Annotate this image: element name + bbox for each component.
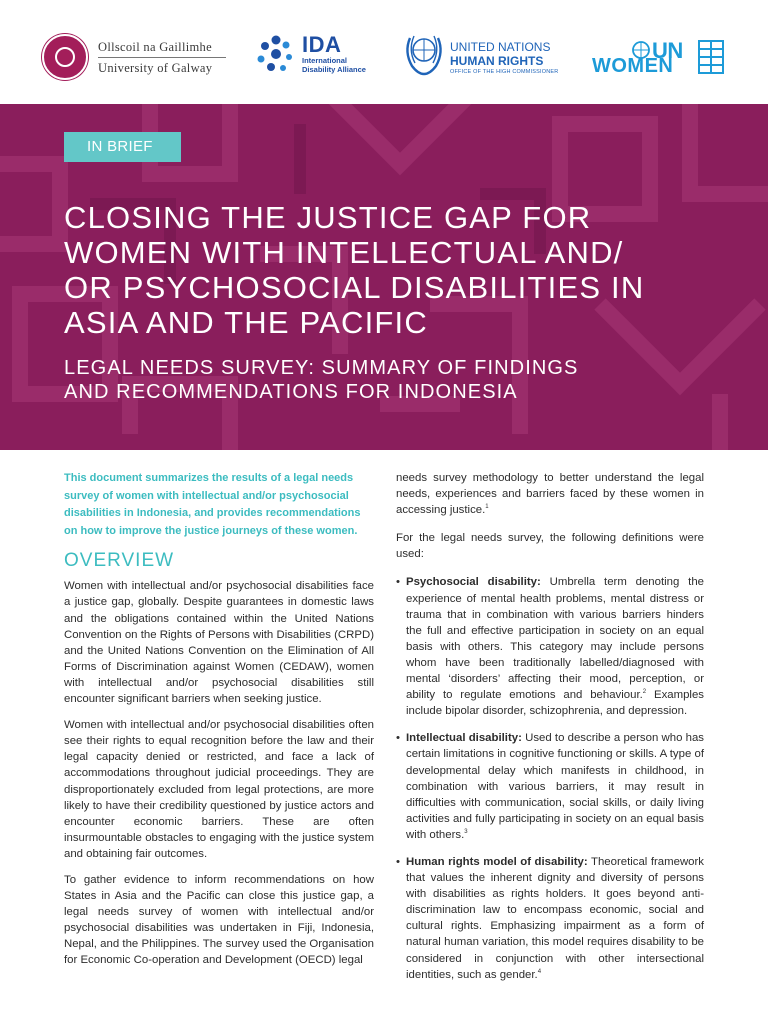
un-human-rights-logo [402,30,562,82]
unwomen-line1: UN [652,38,683,63]
overview-heading: OVERVIEW [64,550,175,572]
footnote-ref: 4 [537,968,542,975]
partner-logos-bar [0,0,768,104]
unwomen-line2: WOMEN [592,55,674,77]
un-emblem-icon [402,30,446,78]
definition-text: Used to describe a person who has certain limitations in cognitive functioning or skills. A type of developmental delay which manifests in childhood, in combination with various barriers, it may result in difficulties with communication, social skills, or daily living activities and fully participating in society on an equal basis with others. [406,732,704,841]
title-line: OR PSYCHOSOCIAL DISABILITIES IN [64,270,645,305]
definition-text: Theoretical framework that values the inherent dignity and diversity of persons with disabilities as rights holders. It goes beyond anti-discrimination law to encompass economic, social and cultural rights. Emphasizing impairment as a form of natural human variation, this model requires disability to be considered in conjunction with other intersectional identities, such as gender. [406,855,705,981]
definition-psychosocial-disability [396,574,704,719]
footnote-ref: 3 [464,829,468,836]
overview-paragraph: To gather evidence to inform recommendations on how States in Asia and the Pacific can close this justice gap, a legal needs survey of women with intellectual and/or psychosocial disabilities was undertaken in Fiji, Indonesia, Nepal, and the Philippines. The survey used the Organisation for Economic Co-operation and Development (OECD) legal [64,873,374,967]
un-women-symbol-icon [698,40,724,74]
title-line: WOMEN WITH INTELLECTUAL AND/ [64,235,624,270]
in-brief-tag: IN BRIEF [64,132,181,162]
galway-divider [98,57,226,58]
footnote-ref: 1 [485,504,489,511]
ida-logo [252,32,382,80]
galway-logo-text [98,38,226,77]
ohchr-line1: UNITED NATIONS [450,40,551,54]
title-line: CLOSING THE JUSTICE GAP FOR [64,200,592,235]
un-women-logo [592,38,732,80]
ida-dots-icon [252,32,298,78]
definition-term: Human rights model of disability: [406,855,588,868]
ida-name: IDA [302,32,342,57]
definition-intellectual-disability [396,730,704,843]
ida-subtitle [302,56,366,74]
definitions-list [396,574,704,982]
university-of-galway-logo [38,34,248,78]
title-banner [0,104,768,450]
document-title [64,200,744,340]
ida-sub-line1: International [302,56,348,65]
methodology-paragraph [396,470,704,518]
overview-paragraph: Women with intellectual and/or psychosocial disabilities face a justice gap, globally. Despite guarantees in domestic laws and the obligations contained within the United Nations Convention on the Rights of Persons with Disabilities (CRPD) and the United Nations Convention on the Elimination of All Forms of Discrimination against Women (CEDAW), women with intellectual and/or psychosocial disabilities still encounter significant barriers when seeking justice. [64,580,374,706]
subtitle-line: LEGAL NEEDS SURVEY: SUMMARY OF FINDINGS [64,357,579,379]
galway-line2: University of Galway [98,61,213,75]
ohchr-line2: HUMAN RIGHTS [450,54,544,68]
definition-term: Intellectual disability: [406,732,522,745]
ida-sub-line2: Disability Alliance [302,65,366,74]
intro-summary: This document summarizes the results of a legal needs survey of women with intellectual and/or psychosocial disabilities in Indonesia, and provides recommendations on how to improve the justice journeys of these women. [64,472,361,537]
definitions-intro: For the legal needs survey, the following definitions were used: [396,532,704,561]
definition-text: Umbrella term denoting the experience of mental health problems, mental distress or trauma that in combination with various barriers hinders the full and effective participation in society on an equal basis with others. This category may include persons whom have been traditionally labelled/diagnosed with mental ‘disorders’ affecting their mood, perception, or ability to regulate emotions and behaviour. [406,576,705,702]
definition-term: Psychosocial disability: [406,576,541,589]
galway-seal-icon [42,34,88,80]
footnote-ref: 2 [642,689,647,696]
document-subtitle [64,356,724,404]
left-column [64,470,374,979]
subtitle-line: AND RECOMMENDATIONS FOR INDONESIA [64,381,518,403]
methodology-text: needs survey methodology to better understand the legal needs, experiences and barriers faced by these women in accessing justice. [396,472,704,517]
right-column [396,470,704,994]
title-line: ASIA AND THE PACIFIC [64,305,428,340]
ohchr-line3: OFFICE OF THE HIGH COMMISSIONER [450,69,559,75]
definition-human-rights-model [396,854,704,983]
overview-paragraph: Women with intellectual and/or psychosocial disabilities often see their rights to equal recognition before the law and their legal capacity denied or restricted, and face a lack of accommodations throughout judicial proceedings. They are disproportionately excluded from legal protections, are more likely to have their credibility questioned by justice actors and encounter economic barriers. These are often insurmountable obstacles to engaging with the justice system and obtaining fair outcomes. [64,719,374,860]
galway-line1: Ollscoil na Gaillimhe [98,40,212,54]
definition-text-after: Examples include bipolar disorder, schizophrenia, and depression. [406,689,704,718]
